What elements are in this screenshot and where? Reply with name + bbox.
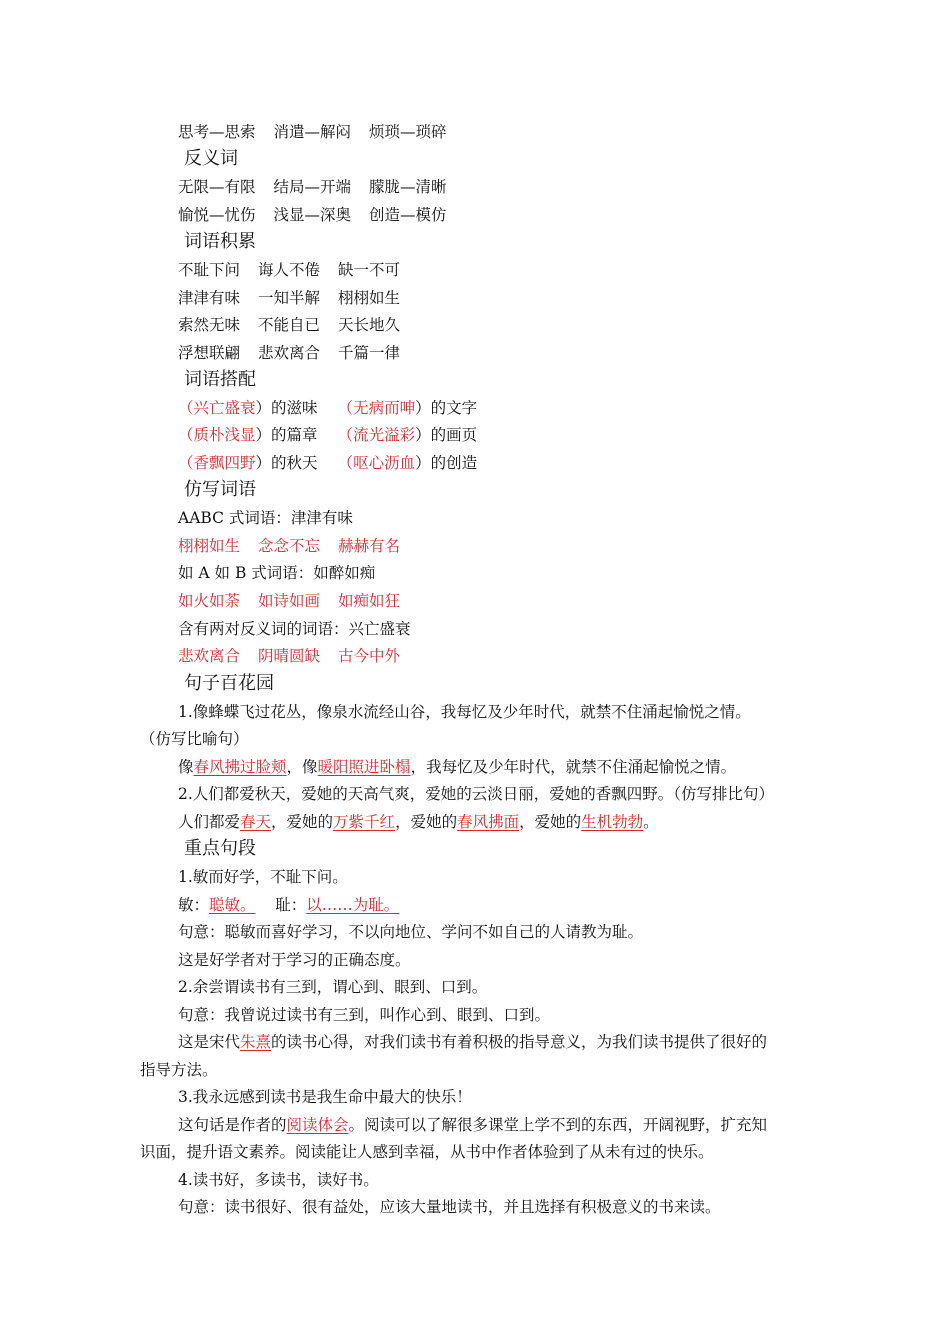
ruab-label: 如 A 如 B 式词语：如醉如痴 [178, 564, 376, 582]
key-heading: 重点句段 [184, 838, 256, 859]
key-3-comment-cont: 识面，提升语文素养。阅读能让人感到幸福，从书中作者体验到了从未有过的快乐。 [140, 1143, 714, 1161]
key-2-comment: 这是宋代朱熹的读书心得，对我们读书有着积极的指导意义，为我们读书提供了很好的 [178, 1033, 768, 1051]
antonym-line [178, 205, 447, 225]
answer-blank: 暖阳照进卧榻 [317, 758, 411, 776]
sentences-heading: 句子百花园 [184, 673, 274, 694]
sentence-2-answer: 人们都爱春天，爱她的万紫千红，爱她的春风拂面，爱她的生机勃勃。 [178, 813, 659, 831]
collocation-suffix: ）的篇章 [255, 426, 318, 444]
idiom: 悲欢离合 [258, 344, 321, 362]
antonym-pair: 结局—开端 [273, 178, 352, 196]
antonym-pair: 愉悦—忧伤 [178, 206, 256, 224]
sentence-1-note: （仿写比喻句） [140, 730, 249, 748]
idiom-line [178, 288, 400, 308]
key-2-comment-cont: 指导方法。 [140, 1061, 218, 1079]
key-2-meaning: 句意：我曾说过读书有三到，叫作心到、眼到、口到。 [178, 1006, 551, 1024]
answer-blank: 阅读体会 [286, 1116, 349, 1134]
collocation-suffix: ）的秋天 [255, 454, 318, 472]
accumulation-heading: 词语积累 [184, 231, 256, 252]
idiom: 诲人不倦 [258, 261, 321, 279]
antonym-line [178, 177, 447, 197]
idiom-line [178, 260, 400, 280]
key-1-words: 敏：聪敏。 耻：以……为耻。 [178, 896, 400, 914]
key-4: 4.读书好，多读书，读好书。 [178, 1171, 379, 1189]
idiom: 天长地久 [338, 316, 401, 334]
antonym-pair: 无限—有限 [178, 178, 256, 196]
key-3: 3.我永远感到读书是我生命中最大的快乐！ [178, 1088, 472, 1106]
collocation-row: （兴亡盛衰）的滋味 （无病而呻）的文字 [178, 399, 478, 417]
imitation-heading: 仿写词语 [184, 479, 256, 500]
answer-word: 赫赫有名 [338, 537, 401, 555]
answer-blank: 以……为耻。 [306, 896, 400, 914]
answer-word: 阴晴圆缺 [258, 647, 321, 665]
idiom: 索然无味 [178, 316, 241, 334]
answer-word: 古今中外 [338, 647, 401, 665]
idiom: 千篇一律 [338, 344, 401, 362]
answer-word: 如痴如狂 [338, 592, 401, 610]
answer-word: 如诗如画 [258, 592, 321, 610]
answer-blank: 春天 [240, 813, 272, 831]
ruab-answers [178, 591, 400, 611]
answer-blank: 万紫千红 [333, 813, 396, 831]
idiom: 栩栩如生 [338, 289, 401, 307]
sentence-1-answer: 像春风拂过脸颊，像暖阳照进卧榻，我每忆及少年时代，就禁不住涌起愉悦之情。 [178, 758, 737, 776]
sentence-1: 1.像蜂蝶飞过花丛，像泉水流经山谷，我每忆及少年时代，就禁不住涌起愉悦之情。 [178, 703, 751, 721]
synonym-pair: 思考—思索 [178, 123, 256, 141]
answer-word: 念念不忘 [258, 537, 321, 555]
synonym-pair: 消遣—解闷 [273, 123, 352, 141]
collocation-answer: 兴亡盛衰 [193, 399, 256, 417]
synonym-line [178, 122, 447, 142]
collocation-answer: 无病而呻 [353, 399, 416, 417]
answer-blank: 生机勃勃 [581, 813, 644, 831]
key-3-comment: 这句话是作者的阅读体会。阅读可以了解很多课堂上学不到的东西，开阔视野，扩充知 [178, 1116, 768, 1134]
antonym-pair: 创造—模仿 [369, 206, 447, 224]
antonym-word-answers [178, 646, 400, 666]
collocation-row: （香飘四野）的秋天 （呕心沥血）的创造 [178, 454, 478, 472]
key-1-meaning: 句意：聪敏而喜好学习，不以向地位、学问不如自己的人请教为耻。 [178, 923, 644, 941]
answer-blank: 春风拂过脸颊 [193, 758, 287, 776]
answer-blank: 朱熹 [240, 1033, 272, 1051]
key-2: 2.余尝谓读书有三到，谓心到、眼到、口到。 [178, 978, 488, 996]
collocation-suffix: ）的画页 [415, 426, 478, 444]
key-1-attitude: 这是好学者对于学习的正确态度。 [178, 951, 411, 969]
collocation-heading: 词语搭配 [184, 369, 256, 390]
sentence-2: 2.人们都爱秋天，爱她的天高气爽，爱她的云淡日丽，爱她的香飘四野。（仿写排比句） [178, 785, 775, 803]
idiom: 不耻下问 [178, 261, 241, 279]
antonym-pair: 朦胧—清晰 [369, 178, 447, 196]
synonym-pair: 烦琐—琐碎 [369, 123, 447, 141]
idiom: 津津有味 [178, 289, 241, 307]
antonyms-heading: 反义词 [184, 148, 238, 169]
collocation-row: （质朴浅显）的篇章 （流光溢彩）的画页 [178, 426, 478, 444]
answer-blank: 聪敏。 [209, 896, 256, 914]
collocation-answer: 流光溢彩 [353, 426, 416, 444]
idiom: 缺一不可 [338, 261, 401, 279]
antonym-word-label: 含有两对反义词的词语：兴亡盛衰 [178, 620, 411, 638]
collocation-answer: 质朴浅显 [193, 426, 256, 444]
key-1: 1.敏而好学，不耻下问。 [178, 868, 348, 886]
answer-blank: 春风拂面 [457, 813, 520, 831]
key-4-meaning: 句意：读书很好、很有益处，应该大量地读书，并且选择有积极意义的书来读。 [178, 1198, 721, 1216]
antonym-pair: 浅显—深奥 [273, 206, 352, 224]
answer-word: 栩栩如生 [178, 537, 241, 555]
collocation-suffix: ）的滋味 [255, 399, 318, 417]
collocation-suffix: ）的文字 [415, 399, 478, 417]
collocation-suffix: ）的创造 [415, 454, 478, 472]
aabc-answers [178, 536, 400, 556]
answer-word: 悲欢离合 [178, 647, 241, 665]
collocation-answer: 香飘四野 [193, 454, 256, 472]
idiom-line [178, 343, 400, 363]
idiom: 不能自已 [258, 316, 321, 334]
idiom-line [178, 315, 400, 335]
answer-word: 如火如荼 [178, 592, 241, 610]
idiom: 浮想联翩 [178, 344, 241, 362]
collocation-answer: 呕心沥血 [353, 454, 416, 472]
idiom: 一知半解 [258, 289, 321, 307]
aabc-label: AABC 式词语：津津有味 [178, 509, 353, 527]
